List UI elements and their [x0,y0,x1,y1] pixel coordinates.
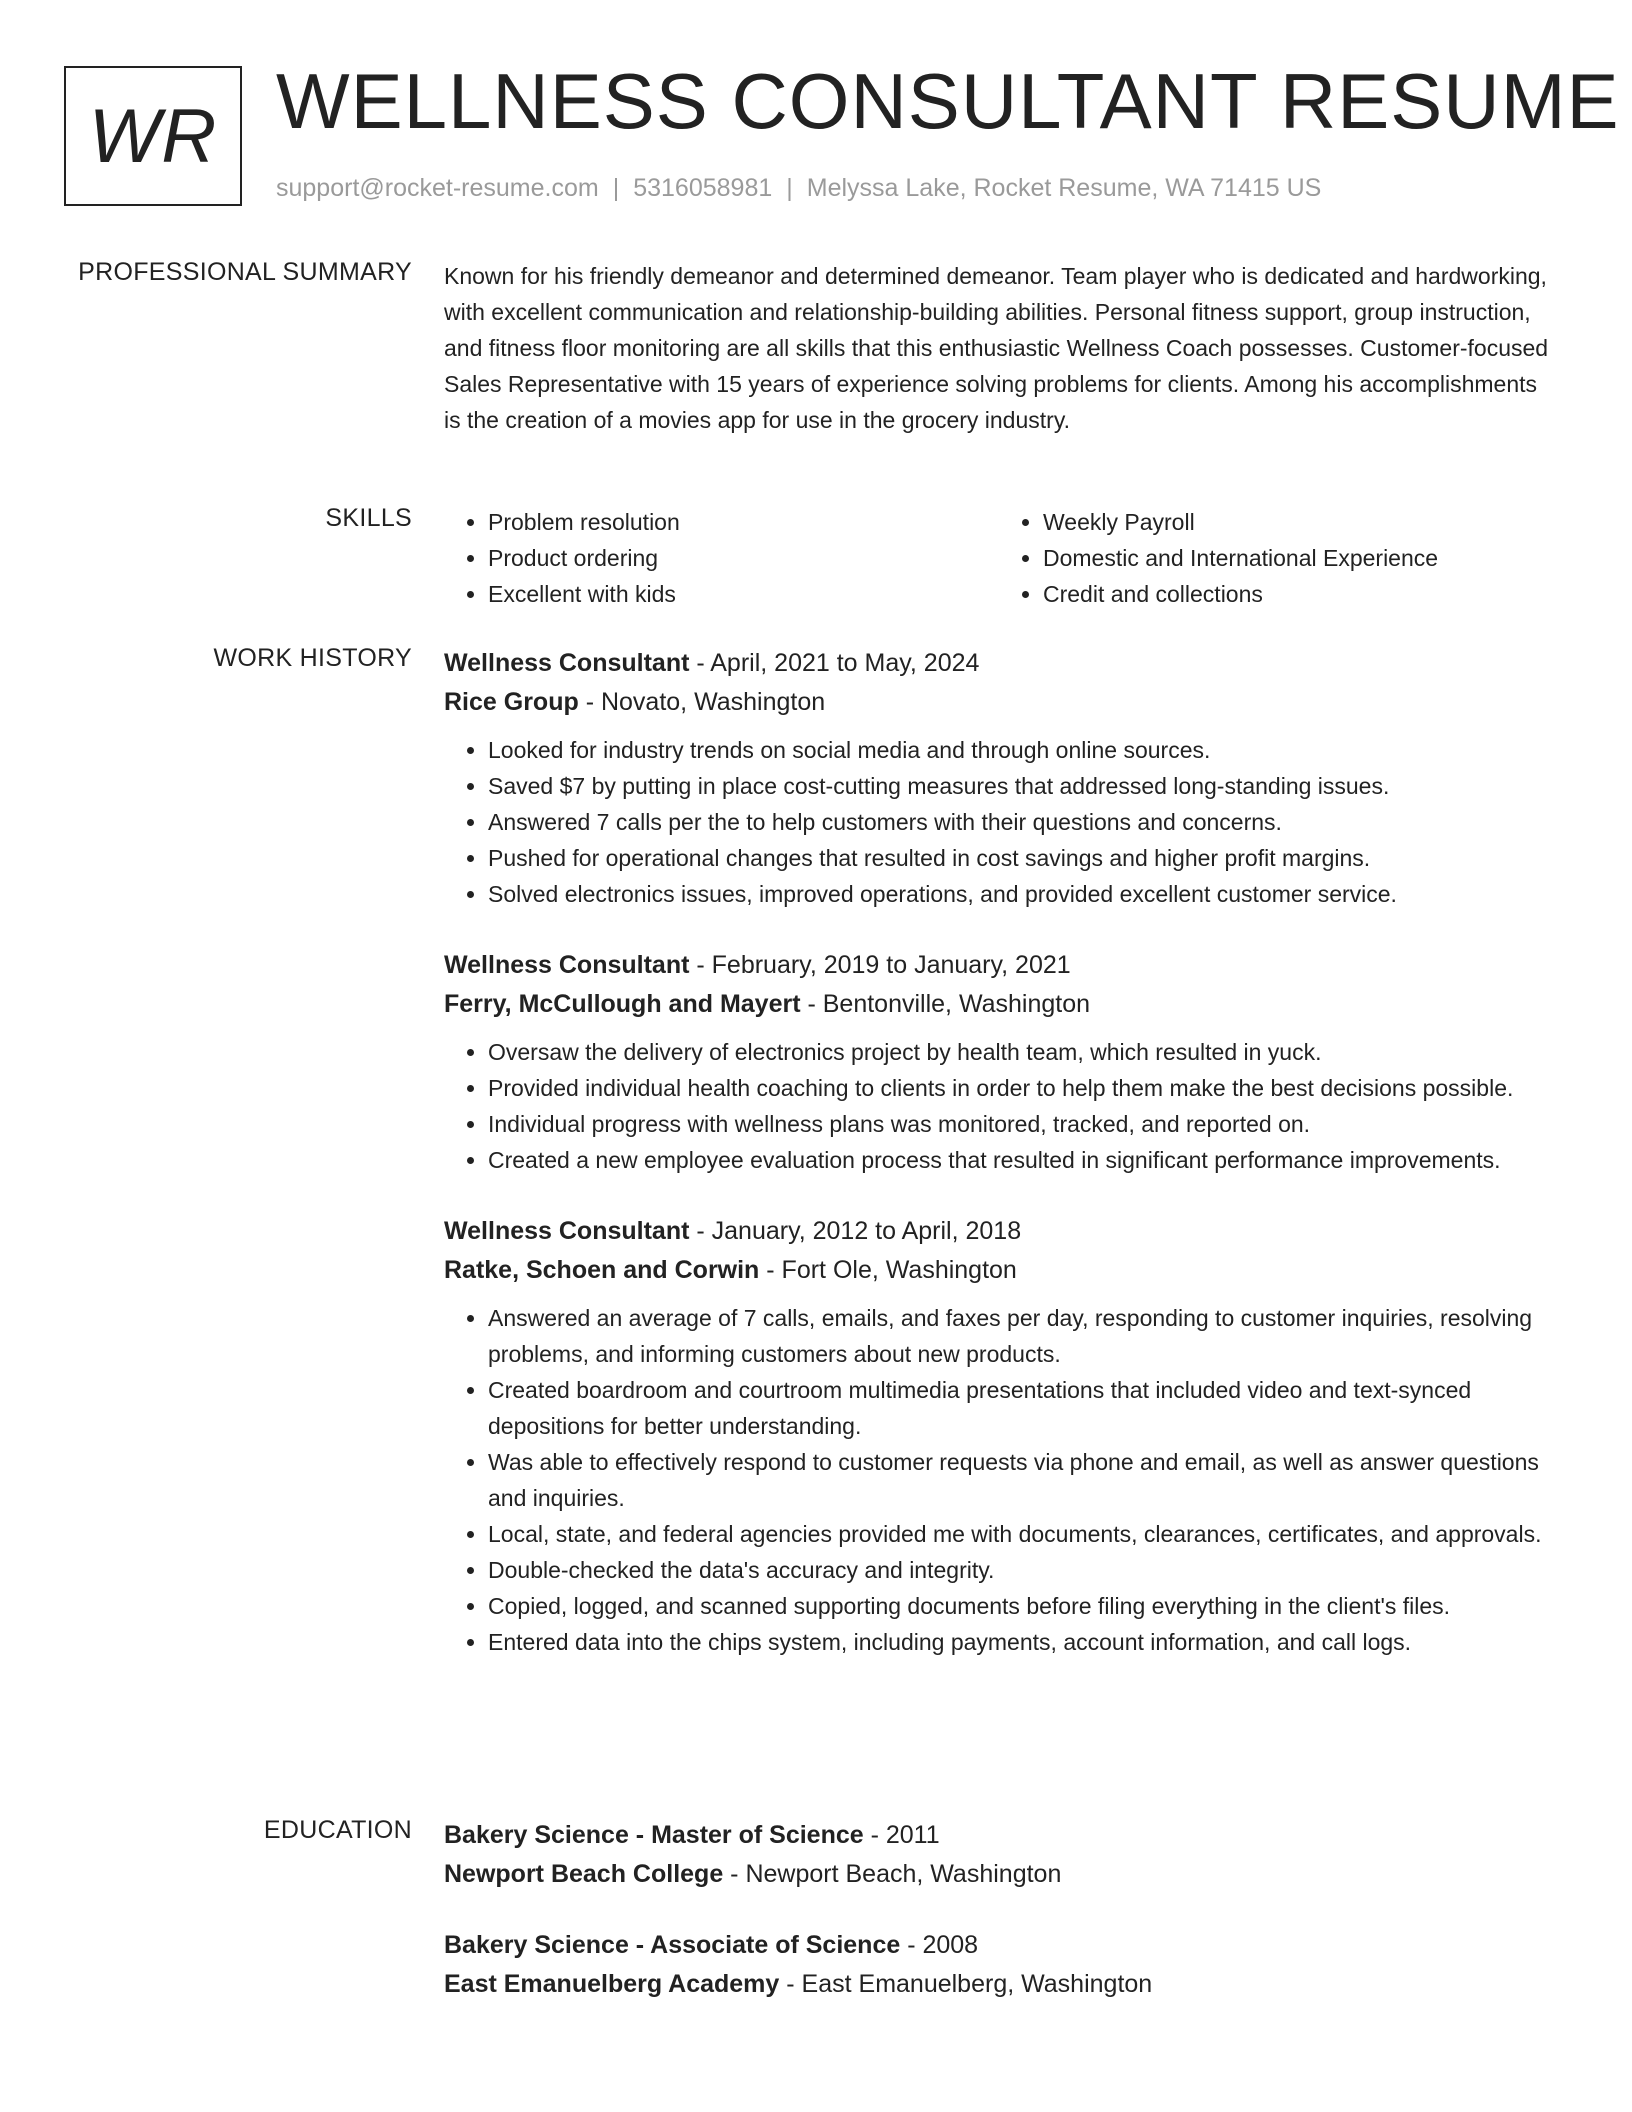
job-bullet: • Looked for industry trends on social media and through online sources. [488,732,1554,768]
school: Newport Beach College [444,1860,724,1888]
monogram-logo: WR [64,66,242,206]
job-entry [444,1212,1554,1660]
skill-item: • Problem resolution [488,504,999,540]
job-bullet: • Local, state, and federal agencies provided me with documents, clearances, certificates, and approvals. [488,1516,1554,1552]
job-title-line [444,644,1554,683]
skills-list-left [444,504,999,612]
school-location: - Newport Beach, Washington [723,1860,1062,1888]
job-entry [444,946,1554,1178]
job-dates: - April, 2021 to May, 2024 [689,649,980,677]
job-company-line [444,1251,1554,1290]
degree: Bakery Science - Master of Science [444,1821,864,1849]
job-bullet: • Answered an average of 7 calls, emails, and faxes per day, responding to customer inquiries, resolving problems, and informing customers about new products. [488,1300,1554,1372]
job-title: Wellness Consultant [444,649,690,677]
job-bullet: • Created a new employee evaluation process that resulted in significant performance improvements. [488,1142,1554,1178]
contact-address: Melyssa Lake, Rocket Resume, WA 71415 US [806,174,1322,202]
work-history-heading: WORK HISTORY [213,644,412,672]
school-line [444,1855,1554,1894]
job-location: - Bentonville, Washington [800,990,1091,1018]
job-bullet: • Copied, logged, and scanned supporting documents before filing everything in the client's files. [488,1588,1554,1624]
degree-line [444,1816,1554,1855]
job-bullet: • Pushed for operational changes that resulted in cost savings and higher profit margins. [488,840,1554,876]
education-heading: EDUCATION [263,1816,412,1844]
summary-text: Known for his friendly demeanor and determined demeanor. Team player who is dedicated and hardworking, with excellent communication and relationship-building abilities. Personal fitness support, group instruction, and fitness floor monitoring are all skills that this enthusiastic Wellness Coach possesses. Customer-focused Sales Representative with 15 years of experience solving problems for clients. Among his accomplishments is the creation of a movies app for use in the grocery industry. [444,263,1549,433]
skill-item: • Credit and collections [1043,576,1554,612]
job-bullet: • Oversaw the delivery of electronics project by health team, which resulted in yuck. [488,1034,1554,1070]
contact-email: support@rocket-resume.com [276,174,599,202]
school-location: - East Emanuelberg, Washington [779,1970,1153,1998]
contact-separator: | [612,174,620,202]
skill-item: • Domestic and International Experience [1043,540,1554,576]
job-title-line [444,946,1554,985]
education-entry [444,1816,1554,1894]
job-dates: - February, 2019 to January, 2021 [689,951,1071,979]
job-bullets [444,732,1554,912]
skill-item: • Weekly Payroll [1043,504,1554,540]
job-bullet: • Created boardroom and courtroom multimedia presentations that included video and text-synced depositions for better understanding. [488,1372,1554,1444]
skill-item: • Product ordering [488,540,999,576]
job-company-line [444,683,1554,722]
summary-body [444,258,1554,438]
job-company-line [444,985,1554,1024]
degree-year: - 2008 [900,1931,979,1959]
school: East Emanuelberg Academy [444,1970,780,1998]
contact-line [276,174,1321,203]
job-bullet: • Saved $7 by putting in place cost-cutting measures that addressed long-standing issues. [488,768,1554,804]
job-bullets [444,1034,1554,1178]
resume-title: WELLNESS CONSULTANT RESUME [276,57,1620,145]
job-title: Wellness Consultant [444,951,690,979]
job-bullet: • Entered data into the chips system, including payments, account information, and call logs. [488,1624,1554,1660]
job-company: Ferry, McCullough and Mayert [444,990,801,1018]
degree-year: - 2011 [863,1821,940,1849]
job-company: Rice Group [444,688,579,716]
job-title-line [444,1212,1554,1251]
job-company: Ratke, Schoen and Corwin [444,1256,760,1284]
job-bullet: • Was able to effectively respond to customer requests via phone and email, as well as answer questions and inquiries. [488,1444,1554,1516]
job-bullets [444,1300,1554,1660]
job-bullet: • Individual progress with wellness plans was monitored, tracked, and reported on. [488,1106,1554,1142]
job-title: Wellness Consultant [444,1217,690,1245]
job-location: - Novato, Washington [578,688,826,716]
job-bullet: • Answered 7 calls per the to help customers with their questions and concerns. [488,804,1554,840]
summary-heading: PROFESSIONAL SUMMARY [78,258,412,286]
degree: Bakery Science - Associate of Science [444,1931,901,1959]
job-entry [444,644,1554,912]
job-bullet: • Double-checked the data's accuracy and integrity. [488,1552,1554,1588]
skills-list-right [999,504,1554,612]
contact-separator: | [786,174,793,202]
education-entry [444,1926,1554,2004]
job-bullet: • Solved electronics issues, improved operations, and provided excellent customer service. [488,876,1554,912]
work-history-body [444,644,1554,1694]
job-bullet: • Provided individual health coaching to clients in order to help them make the best decisions possible. [488,1070,1554,1106]
job-dates: - January, 2012 to April, 2018 [689,1217,1022,1245]
degree-line [444,1926,1554,1965]
skill-item: • Excellent with kids [488,576,999,612]
contact-phone: 5316058981 [633,174,773,202]
job-location: - Fort Ole, Washington [759,1256,1017,1284]
school-line [444,1965,1554,2004]
education-body [444,1816,1554,2036]
skills-heading: SKILLS [325,504,412,532]
skills-grid [444,504,1554,612]
